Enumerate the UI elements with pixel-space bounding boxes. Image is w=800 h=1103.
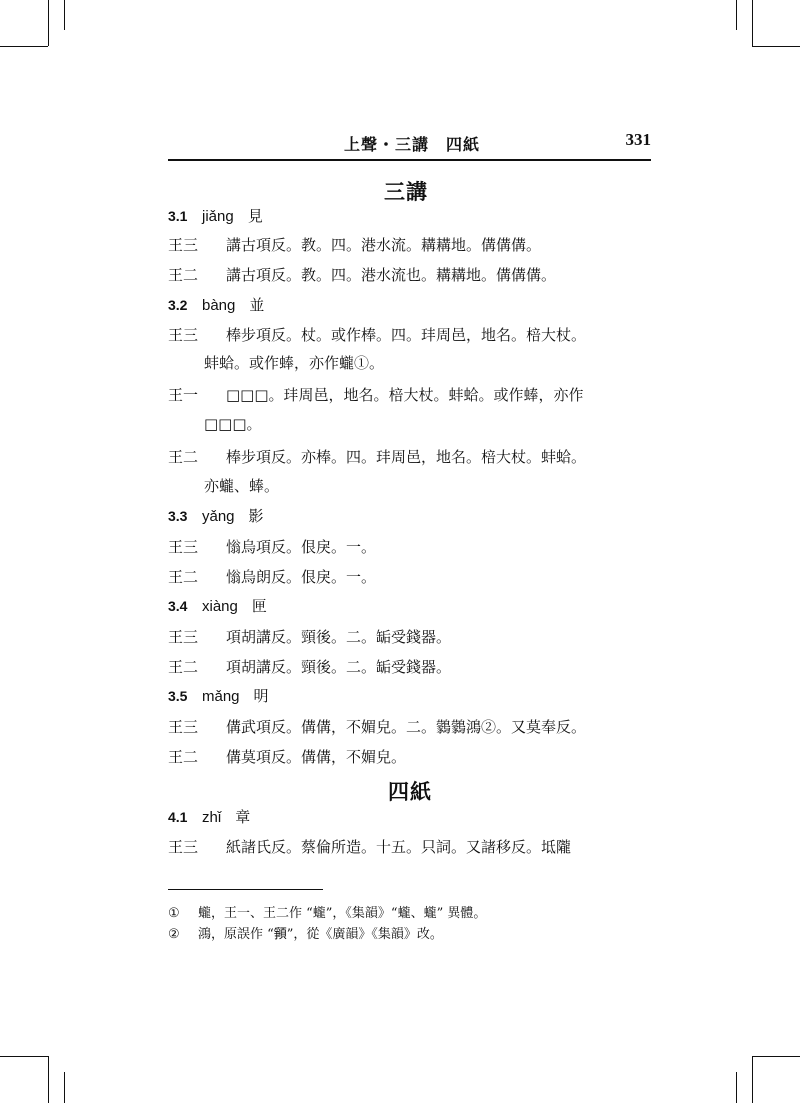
entry-line — [168, 626, 451, 648]
crop-mark — [736, 1072, 737, 1103]
item-initial: 見 — [247, 207, 263, 225]
page-number: 331 — [625, 130, 651, 149]
entry-line — [168, 384, 584, 406]
header-title: 上聲・三講 四紙 — [344, 135, 481, 154]
crop-mark — [752, 1056, 800, 1057]
item-number: 3.1 — [168, 208, 188, 224]
entry-source: 王二 — [168, 448, 199, 466]
entry-source: 王一 — [168, 386, 199, 404]
footnote-rule — [168, 889, 323, 890]
crop-mark — [752, 0, 753, 46]
entry-text: 講古項反。教。四。港水流。耩耩地。傋傋傋。 — [226, 236, 542, 254]
item-heading — [168, 685, 269, 708]
entry-text: 棒步項反。亦棒。四。玤周邑，地名。棓大杖。蚌蛤。 — [226, 448, 587, 466]
entry-line — [168, 324, 586, 346]
entry-line — [168, 536, 376, 558]
section-heading: 三講 — [384, 179, 428, 204]
item-heading — [168, 595, 267, 618]
entry-source: 王三 — [168, 538, 199, 556]
entry-text: □□□。玤周邑，地名。棓大杖。蚌蛤。或作蜯，亦作 — [226, 386, 584, 404]
entry-text: 傋莫項反。傋傋，不媚皃。 — [226, 748, 407, 766]
crop-mark — [0, 1056, 48, 1057]
crop-mark — [0, 46, 48, 47]
item-initial: 章 — [235, 808, 251, 826]
entry-line — [168, 446, 586, 468]
entry-text: 項胡講反。頸後。二。缿受錢器。 — [226, 628, 452, 646]
entry-source: 王二 — [168, 266, 199, 284]
entry-line — [168, 264, 556, 286]
item-number: 3.3 — [168, 508, 188, 524]
footnote-mark: ① — [168, 906, 180, 921]
item-number: 3.4 — [168, 598, 188, 614]
item-number: 3.2 — [168, 297, 188, 313]
crop-mark — [736, 0, 737, 30]
entry-text: 慃烏項反。佷戾。一。 — [226, 538, 377, 556]
item-initial: 明 — [253, 687, 269, 705]
entry-text: 傋武項反。傋傋，不媚皃。二。鸏鸏鴻②。又莫奉反。 — [226, 718, 587, 736]
footnote-mark: ② — [168, 927, 180, 942]
item-pinyin: yǎng — [202, 508, 235, 525]
footnote — [168, 905, 486, 923]
footnote-text: 鴻，原誤作 “𩓞”，從《廣韻》《集韻》改。 — [198, 927, 443, 942]
crop-mark — [752, 46, 800, 47]
entry-line — [168, 746, 406, 768]
entry-source: 王三 — [168, 326, 199, 344]
entry-continuation: 亦蠬、蜯。 — [204, 477, 280, 495]
entry-source: 王二 — [168, 658, 199, 676]
crop-mark — [64, 0, 65, 30]
crop-mark — [48, 0, 49, 46]
section-heading: 四紙 — [388, 779, 432, 804]
item-pinyin: mǎng — [202, 688, 240, 705]
entry-text: 慃烏朗反。佷戾。一。 — [226, 568, 377, 586]
entry-source: 王三 — [168, 838, 199, 856]
item-pinyin: xiàng — [202, 598, 238, 615]
entry-source: 王三 — [168, 628, 199, 646]
entry-line — [168, 716, 586, 738]
crop-mark — [48, 1056, 49, 1103]
item-pinyin: bàng — [202, 297, 236, 314]
entry-text: 紙諸氏反。蔡倫所造。十五。只詞。又諸移反。坻隴 — [226, 838, 572, 856]
item-heading — [168, 294, 264, 317]
item-heading — [168, 505, 264, 528]
item-initial: 匣 — [251, 597, 267, 615]
entry-line — [168, 234, 541, 256]
item-pinyin: zhǐ — [202, 809, 222, 826]
header-rule — [168, 159, 651, 161]
item-pinyin: jiǎng — [202, 208, 234, 225]
footnote — [168, 926, 443, 944]
entry-source: 王二 — [168, 748, 199, 766]
entry-continuation: 蚌蛤。或作蜯，亦作蠬①。 — [204, 354, 385, 372]
entry-text: 棒步項反。杖。或作棒。四。玤周邑，地名。棓大杖。 — [226, 326, 587, 344]
entry-text: 項胡講反。頸後。二。缿受錢器。 — [226, 658, 452, 676]
item-number: 4.1 — [168, 809, 188, 825]
entry-source: 王三 — [168, 718, 199, 736]
entry-line — [168, 566, 376, 588]
entry-line — [168, 836, 571, 858]
crop-mark — [752, 1056, 753, 1103]
item-heading — [168, 806, 250, 829]
crop-mark — [64, 1072, 65, 1103]
item-heading — [168, 205, 263, 228]
entry-source: 王三 — [168, 236, 199, 254]
item-initial: 並 — [249, 296, 265, 314]
item-number: 3.5 — [168, 688, 188, 704]
entry-continuation: □□□。 — [204, 415, 262, 433]
entry-text: 講古項反。教。四。港水流也。耩耩地。傋傋傋。 — [226, 266, 557, 284]
item-initial: 影 — [248, 507, 264, 525]
running-header — [168, 130, 651, 156]
footnote-text: 蠬，王一、王二作 “蠬”，《集韻》“蠬、蠬” 異體。 — [198, 906, 487, 921]
entry-source: 王二 — [168, 568, 199, 586]
entry-line — [168, 656, 451, 678]
